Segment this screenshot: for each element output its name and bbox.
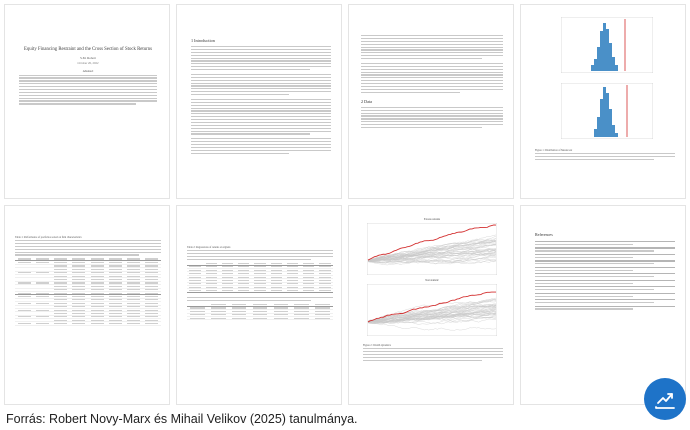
table-2-panel-b [187,303,333,320]
figure-2-caption: Figure 2: Wealth dynamics [363,344,391,347]
figure-1-caption: Figure 1: Distribution of Means test [535,149,573,152]
paper-page-3 [348,4,514,199]
abstract-heading: Abstract [82,68,94,73]
paper-title: Equity Financing Restraint and the Cross Section of Stock Returns [23,47,153,52]
paper-page-8 [520,205,686,405]
paper-page-7 [348,205,514,405]
trend-chart-icon [644,378,686,420]
table-1-caption: Table 1: Performance of portfolios sorted on firm characteristics [15,236,82,239]
abstract-text [19,75,157,105]
data-text [361,107,503,128]
paper-page-1 [4,4,170,199]
paper-author: S.M. Robert [80,55,96,60]
paper-page-4 [520,4,686,199]
histogram-bottom [561,83,653,139]
line-chart-top [367,223,497,275]
introduction-text [191,46,331,154]
references-heading: References [535,232,553,237]
page3-text [361,35,503,93]
figure-2-bottom-title: Test statistic [425,279,439,282]
paper-page-5 [4,205,170,405]
paper-date: October 26, 2022 [77,60,99,65]
line-chart-bottom [367,284,497,336]
table-1 [15,258,161,326]
introduction-heading: 1 Introduction [191,38,215,43]
paper-page-6 [176,205,342,405]
source-caption: Forrás: Robert Novy-Marx és Mihail Velikov (2025) tanulmánya. [6,412,358,426]
figure-2-top-title: Excess returns [423,218,441,221]
paper-page-2 [176,4,342,199]
histogram-top [561,17,653,73]
table-2 [187,262,333,293]
table-2-caption: Table 2: Regressions of returns on signals [187,246,231,249]
data-heading: 2 Data [361,98,373,104]
references-list [535,241,675,310]
